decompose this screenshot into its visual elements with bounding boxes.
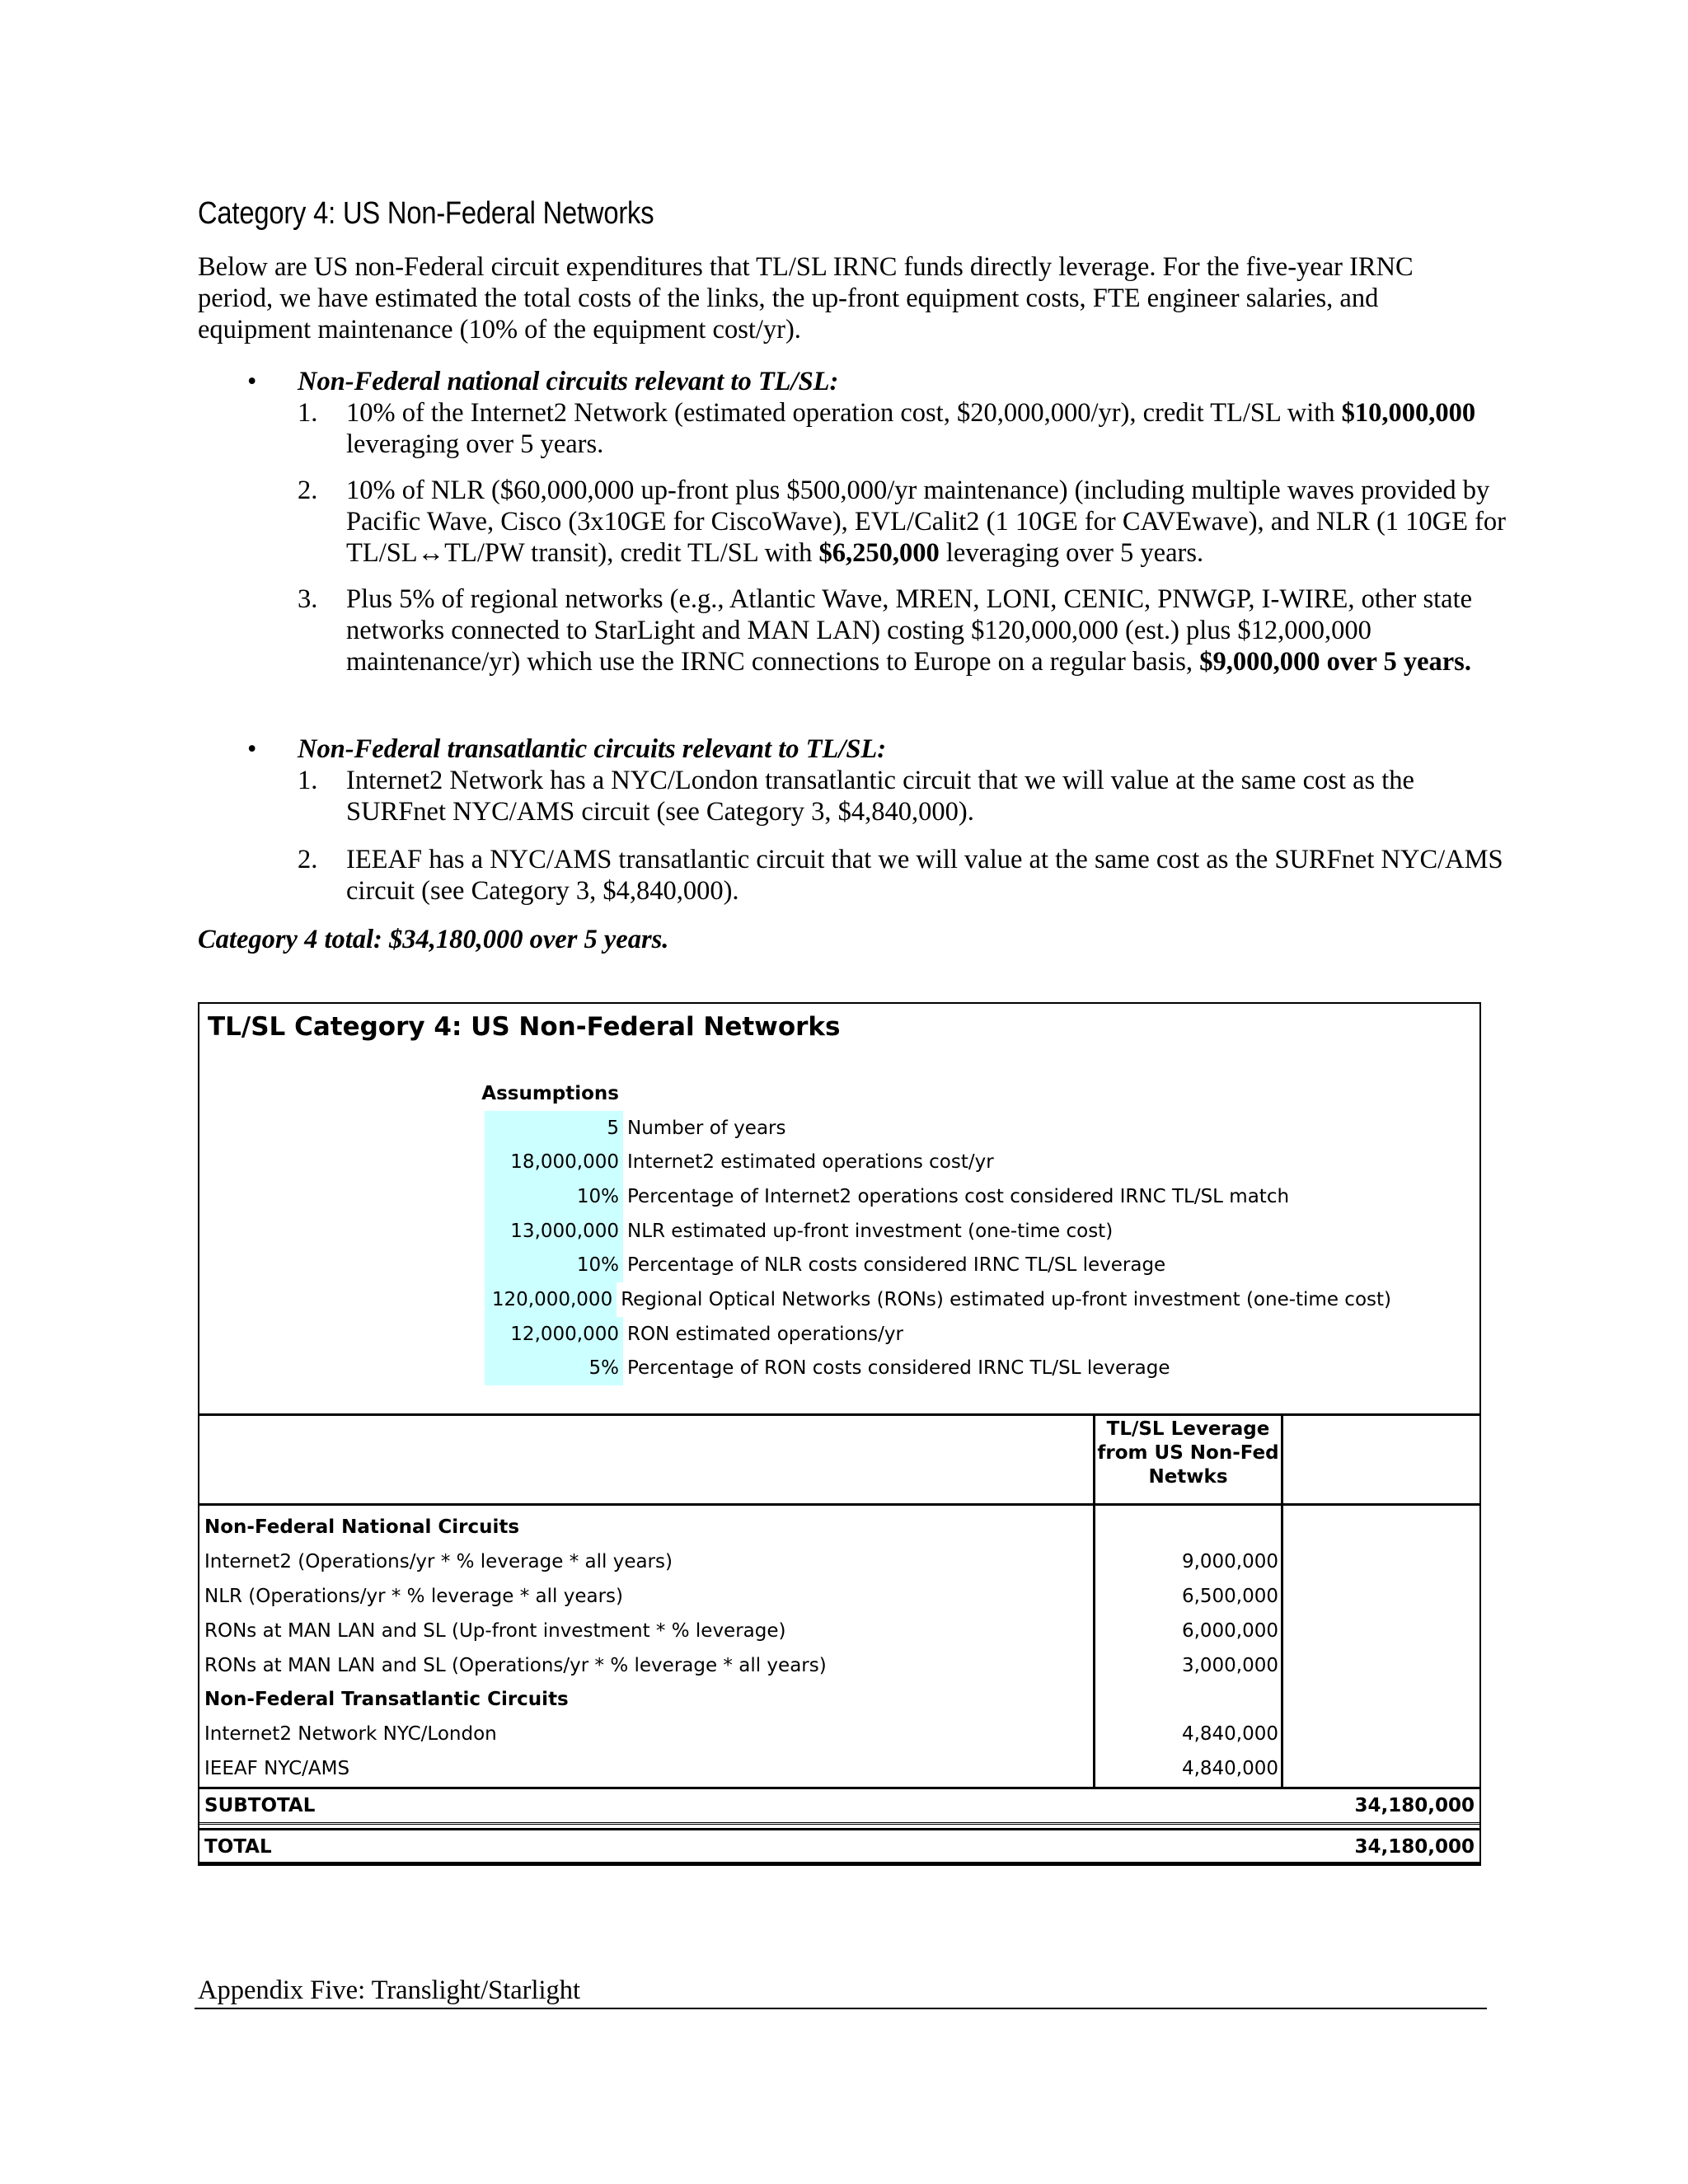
item-number: 1. <box>298 398 318 428</box>
row-value: 6,500,000 <box>1181 1585 1278 1607</box>
assumption-desc: Percentage of RON costs considered IRNC TL/SL leverage <box>627 1357 1170 1380</box>
item-amount: $10,000,000 <box>1341 398 1476 428</box>
assumptions-header-row <box>481 1076 1391 1111</box>
table-body <box>199 1506 1479 1787</box>
table-row <box>199 1683 1479 1718</box>
subtotal-label: SUBTOTAL <box>204 1795 316 1817</box>
column-header-line: Netwks <box>1148 1466 1228 1488</box>
intro-paragraph: Below are US non-Federal circuit expenditures that TL/SL IRNC funds directly leverage. For the five-year IRNC period, we have estimated the total costs of the links, the up-front equipment costs, FTE engineer salaries, and equipment maintenance (10% of the equipment cost/yr). <box>198 252 1414 344</box>
row-label: RONs at MAN LAN and SL (Operations/yr * % leverage * all years) <box>204 1654 827 1676</box>
row-label: Non-Federal National Circuits <box>204 1516 520 1538</box>
table-title: TL/SL Category 4: US Non-Federal Networks <box>208 1012 841 1042</box>
table-row <box>199 1718 1479 1752</box>
assumption-value: 10% <box>485 1248 623 1282</box>
page-footer: Appendix Five: Translight/Starlight <box>198 1975 581 2005</box>
table-row <box>199 1615 1479 1649</box>
assumption-value: 12,000,000 <box>485 1317 623 1352</box>
row-label: Non-Federal Transatlantic Circuits <box>204 1689 569 1711</box>
assumption-value: 120,000,000 <box>485 1282 617 1317</box>
row-value: 6,000,000 <box>1181 1619 1278 1642</box>
table-row <box>199 1649 1479 1684</box>
assumption-row <box>485 1352 1391 1386</box>
footer-rule <box>195 2008 1487 2009</box>
total-value: 34,180,000 <box>1354 1836 1475 1858</box>
row-label: RONs at MAN LAN and SL (Up-front investment * % leverage) <box>204 1619 786 1642</box>
leverage-table <box>199 1413 1479 1864</box>
row-value: 4,840,000 <box>1181 1758 1278 1780</box>
item-text: Plus 5% of regional networks (e.g., Atlantic Wave, MREN, LONI, CENIC, PNWGP, I-WIRE, other state networks connected to StarLight and MAN LAN) costing $120,000,000 (est.) plus $12,000,000 maintenance/yr) which use the IRNC connections to Europe on a regular basis, <box>346 584 1473 677</box>
table-row <box>199 1580 1479 1615</box>
assumption-desc: Number of years <box>627 1117 786 1139</box>
item-number: 2. <box>298 845 318 874</box>
item-text: IEEAF has a NYC/AMS transatlantic circuit that we will value at the same cost as the SURFnet NYC/AMS circuit (see Category 3, $4,840,000). <box>346 845 1503 906</box>
item-text: 10% of the Internet2 Network (estimated operation cost, $20,000,000/yr), credit TL/SL with <box>346 398 1342 428</box>
assumptions-block <box>481 1076 1391 1385</box>
assumption-value: 5% <box>485 1352 623 1386</box>
national-circuits-title: Non-Federal national circuits relevant to TL/SL: <box>298 367 839 396</box>
item-number: 3. <box>298 584 318 614</box>
assumption-row <box>485 1145 1391 1179</box>
assumption-desc: Percentage of NLR costs considered IRNC TL/SL leverage <box>627 1254 1166 1277</box>
assumption-value: 5 <box>485 1111 623 1146</box>
list-item <box>198 583 1517 677</box>
assumption-value: 10% <box>485 1179 623 1214</box>
column-divider <box>1281 1416 1283 1503</box>
row-label: Internet2 Network NYC/London <box>204 1723 497 1746</box>
subtotal-row <box>199 1787 1479 1825</box>
assumption-row <box>485 1111 1391 1146</box>
row-value: 9,000,000 <box>1181 1550 1278 1572</box>
table-header <box>199 1413 1479 1506</box>
item-tail: leveraging over 5 years. <box>346 429 604 459</box>
assumption-desc: Percentage of Internet2 operations cost considered IRNC TL/SL match <box>627 1185 1290 1207</box>
assumption-desc: Internet2 estimated operations cost/yr <box>627 1151 994 1174</box>
assumptions-header: Assumptions <box>481 1082 619 1104</box>
assumption-desc: NLR estimated up-front investment (one-time cost) <box>627 1220 1114 1242</box>
national-circuits-section <box>198 366 1517 677</box>
item-amount: $6,250,000 <box>818 538 940 568</box>
item-number: 2. <box>298 476 318 505</box>
item-amount: $9,000,000 over 5 years. <box>1199 647 1471 677</box>
bullet-national <box>198 366 1517 397</box>
assumption-row <box>485 1317 1391 1352</box>
row-label: Internet2 (Operations/yr * % leverage * all years) <box>204 1550 673 1572</box>
section-heading: Category 4: US Non-Federal Networks <box>198 196 654 231</box>
assumption-value: 18,000,000 <box>485 1145 623 1179</box>
transatlantic-circuits-title: Non-Federal transatlantic circuits relevant to TL/SL: <box>298 734 887 764</box>
category-total: Category 4 total: $34,180,000 over 5 years. <box>198 925 669 954</box>
row-label: NLR (Operations/yr * % leverage * all years) <box>204 1585 624 1607</box>
table-row <box>199 1752 1479 1787</box>
column-header-line: TL/SL Leverage <box>1106 1418 1270 1440</box>
list-item <box>198 397 1517 460</box>
row-value: 4,840,000 <box>1181 1723 1278 1746</box>
table-row <box>199 1511 1479 1545</box>
assumption-value: 13,000,000 <box>485 1214 623 1249</box>
item-tail: leveraging over 5 years. <box>939 538 1204 568</box>
column-header-leverage <box>1095 1416 1281 1503</box>
list-item <box>198 475 1517 569</box>
bullet-dot: • <box>247 734 257 764</box>
cost-table-box <box>198 1002 1481 1866</box>
item-text: 10% of NLR ($60,000,000 up-front plus $500,000/yr maintenance) (including multiple waves provided by Pacific Wave, Cisco (3x10GE for CiscoWave), EVL/Calit2 (1 10GE for CAVEwave), and NLR (1 10GE for TL/SL↔TL/PW transit), credit TL/SL with <box>346 476 1506 568</box>
list-item <box>198 765 1517 827</box>
row-label: IEEAF NYC/AMS <box>204 1758 350 1780</box>
item-number: 1. <box>298 766 318 795</box>
assumption-row <box>485 1214 1391 1249</box>
assumption-desc: RON estimated operations/yr <box>627 1323 903 1345</box>
table-row <box>199 1545 1479 1580</box>
transatlantic-circuits-section <box>198 733 1517 907</box>
list-item <box>198 844 1517 907</box>
total-label: TOTAL <box>204 1836 272 1858</box>
assumption-row <box>485 1282 1391 1317</box>
assumption-desc: Regional Optical Networks (RONs) estimated up-front investment (one-time cost) <box>621 1288 1391 1310</box>
subtotal-value: 34,180,000 <box>1354 1795 1475 1817</box>
bullet-transatlantic <box>198 733 1517 765</box>
bullet-dot: • <box>247 367 257 396</box>
item-text: Internet2 Network has a NYC/London transatlantic circuit that we will value at the same cost as the SURFnet NYC/AMS circuit (see Category 3, $4,840,000). <box>346 766 1414 827</box>
column-header-line: from US Non-Fed <box>1097 1442 1279 1464</box>
assumption-row <box>485 1248 1391 1282</box>
total-row <box>199 1828 1479 1864</box>
assumption-row <box>485 1179 1391 1214</box>
row-value: 3,000,000 <box>1181 1654 1278 1676</box>
